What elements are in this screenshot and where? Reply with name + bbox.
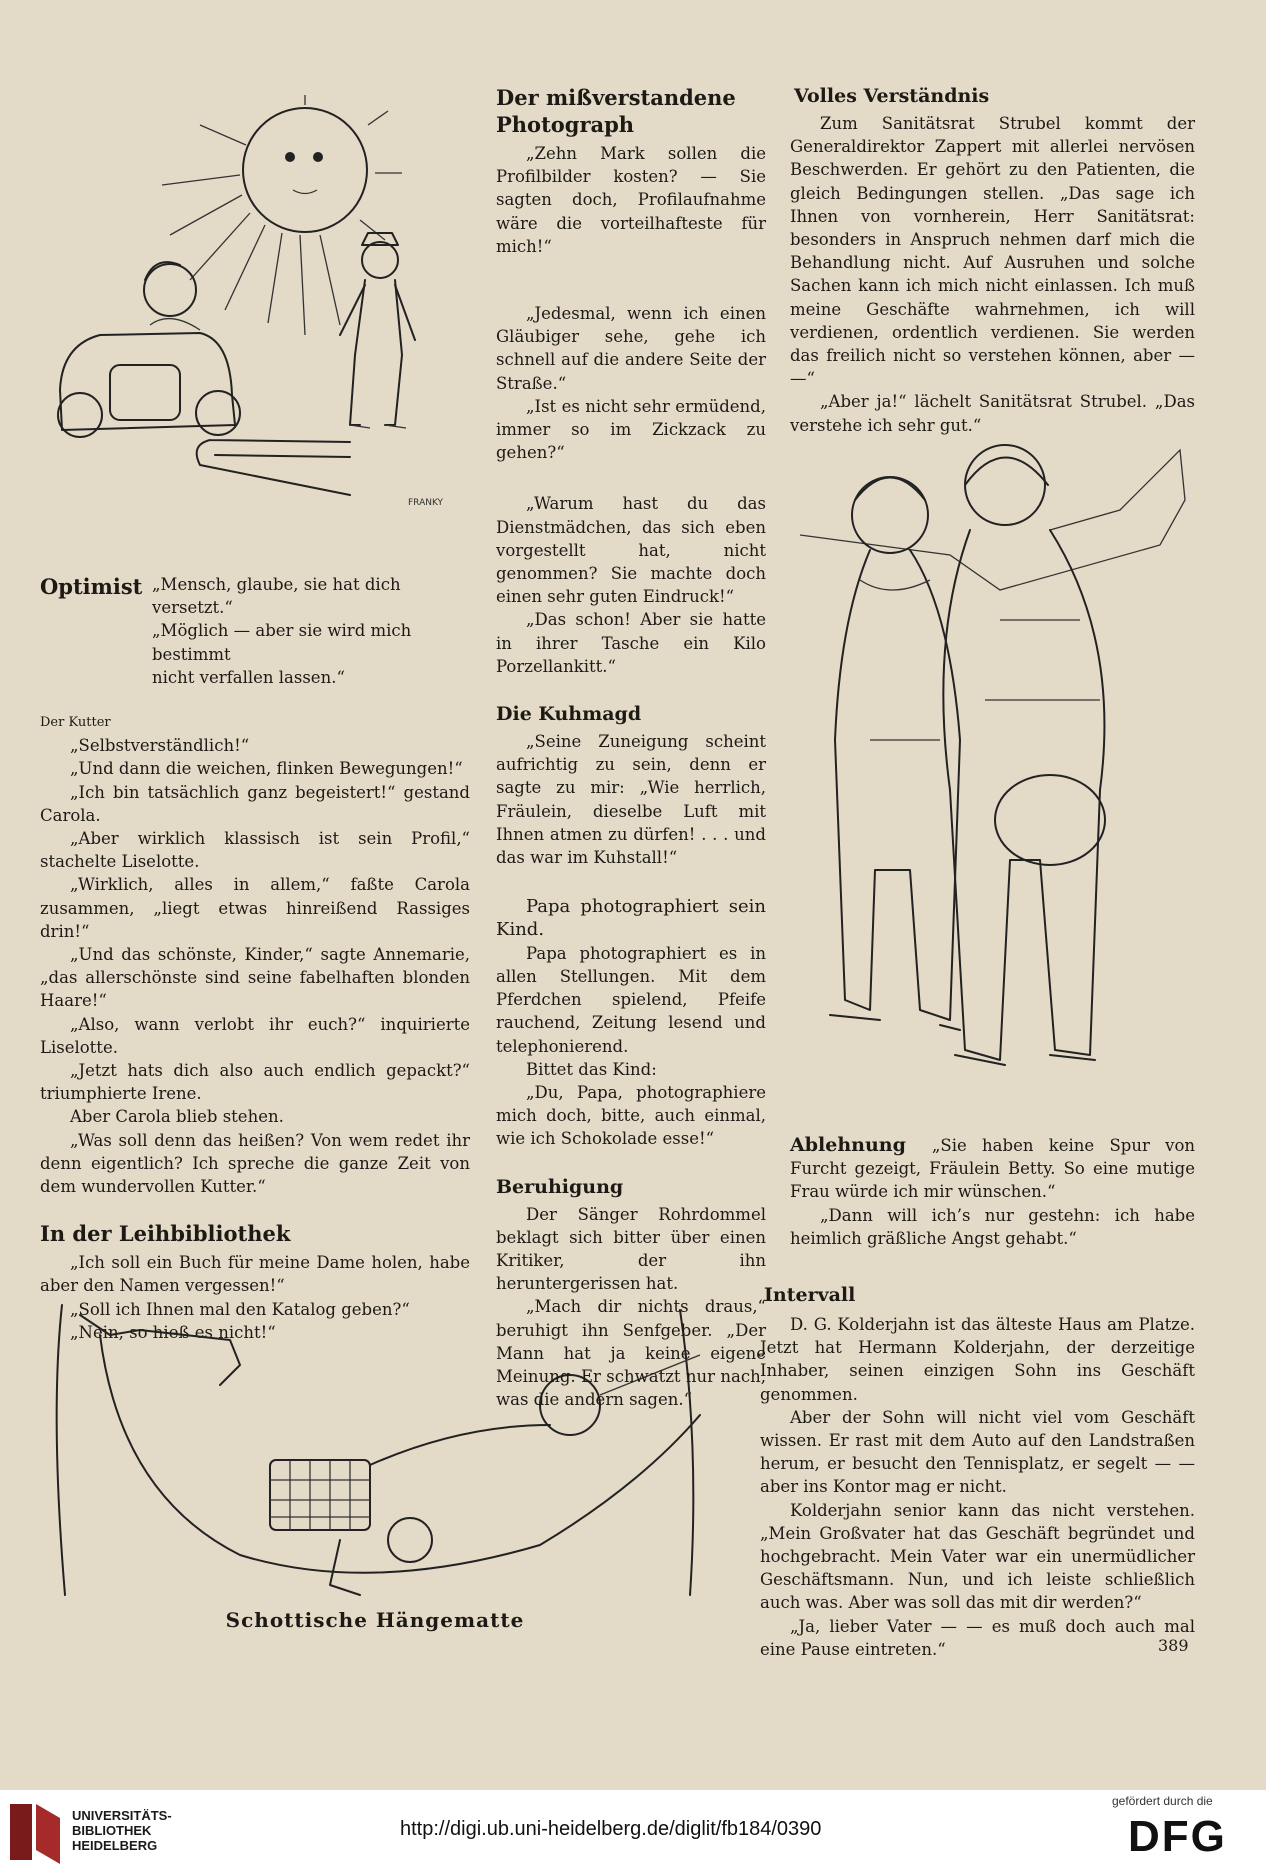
paragraph: „Wirklich, alles in allem,“ faßte Carola zusammen, „liegt etwas hinreißend Rassiges drin!“ [40, 875, 470, 941]
beruhigung-title: Beruhigung [496, 1175, 624, 1198]
paragraph: „Warum hast du das Dienstmädchen, das sich eben vorgestellt hat, nicht genommen? Sie machte doch einen sehr guten Eindruck!“ [496, 494, 766, 607]
ablehnung-lead: „Sie haben keine Spur von Furcht gezeigt, Fräulein Betty. So eine mutige Frau würde ich mir wünschen.“ [790, 1136, 1195, 1202]
ablehnung-title: Ablehnung [790, 1134, 906, 1156]
funded-by-label: gefördert durch die [1112, 1794, 1213, 1808]
paragraph: „Aber ja!“ lächelt Sanitätsrat Strubel. „Das verstehe ich sehr gut.“ [790, 392, 1195, 435]
footer-bar [0, 1790, 1266, 1876]
page-number: 389 [1158, 1636, 1189, 1655]
paragraph: „Nein, so hieß es nicht!“ [70, 1322, 276, 1342]
paragraph: Bittet das Kind: [526, 1059, 657, 1079]
paragraph: „Also, wann verlobt ihr euch?“ inquirierte Liselotte. [40, 1014, 470, 1057]
library-name-line: UNIVERSITÄTS- [72, 1808, 172, 1823]
verstaendnis-title: Volles Verständnis [794, 85, 990, 107]
paragraph: „Du, Papa, photographiere mich doch, bitte, auch einmal, wie ich Schokolade esse!“ [496, 1082, 766, 1149]
paragraph: „Dann will ich’s nur gestehn: ich habe heimlich gräßliche Angst gehabt.“ [790, 1205, 1195, 1248]
paragraph: „Seine Zuneigung scheint aufrichtig zu sein, denn er sagte zu mir: „Wie herrlich, Fräulein, dieselbe Luft mit Ihnen atmen zu dürfen! . . . und das war im Kuhstall!“ [496, 732, 766, 868]
paragraph: „Jedesmal, wenn ich einen Gläubiger sehe, gehe ich schnell auf die andere Seite der Straße.“ [496, 304, 766, 393]
source-url-link[interactable]: http://digi.ub.uni-heidelberg.de/diglit/fb184/0390 [400, 1818, 822, 1840]
library-name-line: HEIDELBERG [72, 1838, 158, 1853]
paragraph: „Zehn Mark sollen die Profilbilder kosten? — Sie sagten doch, Profilaufnahme wäre die vorteilhafteste für mich!“ [496, 144, 766, 256]
paragraph: „Ich soll ein Buch für meine Dame holen, habe aber den Namen vergessen!“ [40, 1253, 470, 1296]
paragraph: Zum Sanitätsrat Strubel kommt der Generaldirektor Zappert mit allerlei nervösen Beschwerden. Er gehört zu den Patienten, die gleich Bedingungen stellen. „Das sage ich Ihnen von vornherein, Herr Sanitätsrat: besonders in Anspruch nehmen darf mich die Behandlung nicht. Auf Ausruhen und solche Sachen kann ich mich nicht einlassen. Ich muß meine Geschäfte wahrnehmen, ich will verdienen, ordentlich verdienen. Sie werden das freilich nicht so verstehen können, aber — —“ [790, 114, 1195, 389]
library-name-line: BIBLIOTHEK [72, 1823, 152, 1838]
optimist-line: „Möglich — aber sie wird mich bestimmt [152, 621, 412, 664]
optimist-cartoon [50, 95, 470, 575]
paragraph: „Das schon! Aber sie hatte in ihrer Tasche ein Kilo Porzellankitt.“ [496, 610, 766, 676]
paragraph: „Ja, lieber Vater — — es muß doch auch mal eine Pause eintreten.“ [760, 1616, 1195, 1659]
optimist-title: Optimist [40, 574, 143, 599]
paragraph: „Und dann die weichen, flinken Bewegungen!“ [70, 759, 463, 779]
paragraph: „Aber wirklich klassisch ist sein Profil,“ stachelte Liselotte. [40, 829, 470, 872]
papa-title: Papa photographiert sein Kind. [496, 896, 766, 941]
paragraph: Papa photographiert es in allen Stellungen. Mit dem Pferdchen spielend, Pfeife rauchend, Zeitung lesend und telephonierend. [496, 943, 766, 1056]
artist-signature: FRANKY [408, 498, 444, 508]
kutter-title: Der Kutter [40, 715, 111, 731]
paragraph: „Und das schönste, Kinder,“ sagte Annemarie, „das allerschönste sind seine fabelhaften blonden Haare!“ [40, 945, 470, 1011]
intervall-title: Intervall [764, 1284, 856, 1306]
paragraph: D. G. Kolderjahn ist das älteste Haus am Platze. Jetzt hat Hermann Kolderjahn, der derzeitige Inhaber, seinen einzigen Sohn ins Geschäft genommen. [760, 1315, 1195, 1404]
kuhmagd-title: Die Kuhmagd [496, 703, 642, 726]
aviators-cartoon [800, 440, 1190, 1110]
paragraph: „Mach dir nichts draus,“ beruhigt ihn Senfgeber. „Der Mann hat ja keine eigene Meinung. Er schwatzt nur nach, was die andern sagen.“ [496, 1297, 766, 1410]
optimist-line: „Mensch, glaube, sie hat dich versetzt.“ [152, 575, 401, 618]
paragraph: „Was soll denn das heißen? Von wem redet ihr denn eigentlich? Ich spreche die ganze Zeit von dem wundervollen Kutter.“ [40, 1130, 470, 1197]
paragraph: Der Sänger Rohrdommel beklagt sich bitter über einen Kritiker, der ihn heruntergerissen hat. [496, 1204, 766, 1294]
paragraph: Aber der Sohn will nicht viel vom Geschäft wissen. Er rast mit dem Auto auf den Landstraßen herum, er besucht den Tennisplatz, er segelt — — aber ins Kontor mag er nicht. [760, 1407, 1195, 1497]
paragraph: „Ist es nicht sehr ermüdend, immer so im Zickzack zu gehen?“ [496, 396, 766, 463]
paragraph: „Jetzt hats dich also auch endlich gepackt?“ triumphierte Irene. [40, 1061, 470, 1104]
dfg-logo: DFG [1128, 1812, 1227, 1861]
paragraph: „Selbstverständlich!“ [70, 736, 250, 756]
leihbibliothek-title: In der Leihbibliothek [40, 1221, 291, 1247]
paragraph: Kolderjahn senior kann das nicht verstehen. „Mein Großvater hat das Geschäft begründet und hochgebracht. Mein Vater war ein unermüdlicher Geschäftsmann. Nun, und ich leiste schließlich auch was. Aber was soll das mit dir werden?“ [760, 1500, 1195, 1613]
optimist-line: nicht verfallen lassen.“ [152, 667, 345, 687]
photograph-title-2: Photograph [496, 112, 635, 137]
paragraph: „Ich bin tatsächlich ganz begeistert!“ gestand Carola. [40, 782, 470, 825]
paragraph: Aber Carola blieb stehen. [70, 1107, 284, 1127]
library-logo-icon [6, 1800, 64, 1868]
paragraph: „Soll ich Ihnen mal den Katalog geben?“ [70, 1299, 410, 1319]
photograph-title-1: Der mißverstandene [496, 85, 736, 110]
hammock-caption: Schottische Hängematte [225, 1608, 525, 1632]
